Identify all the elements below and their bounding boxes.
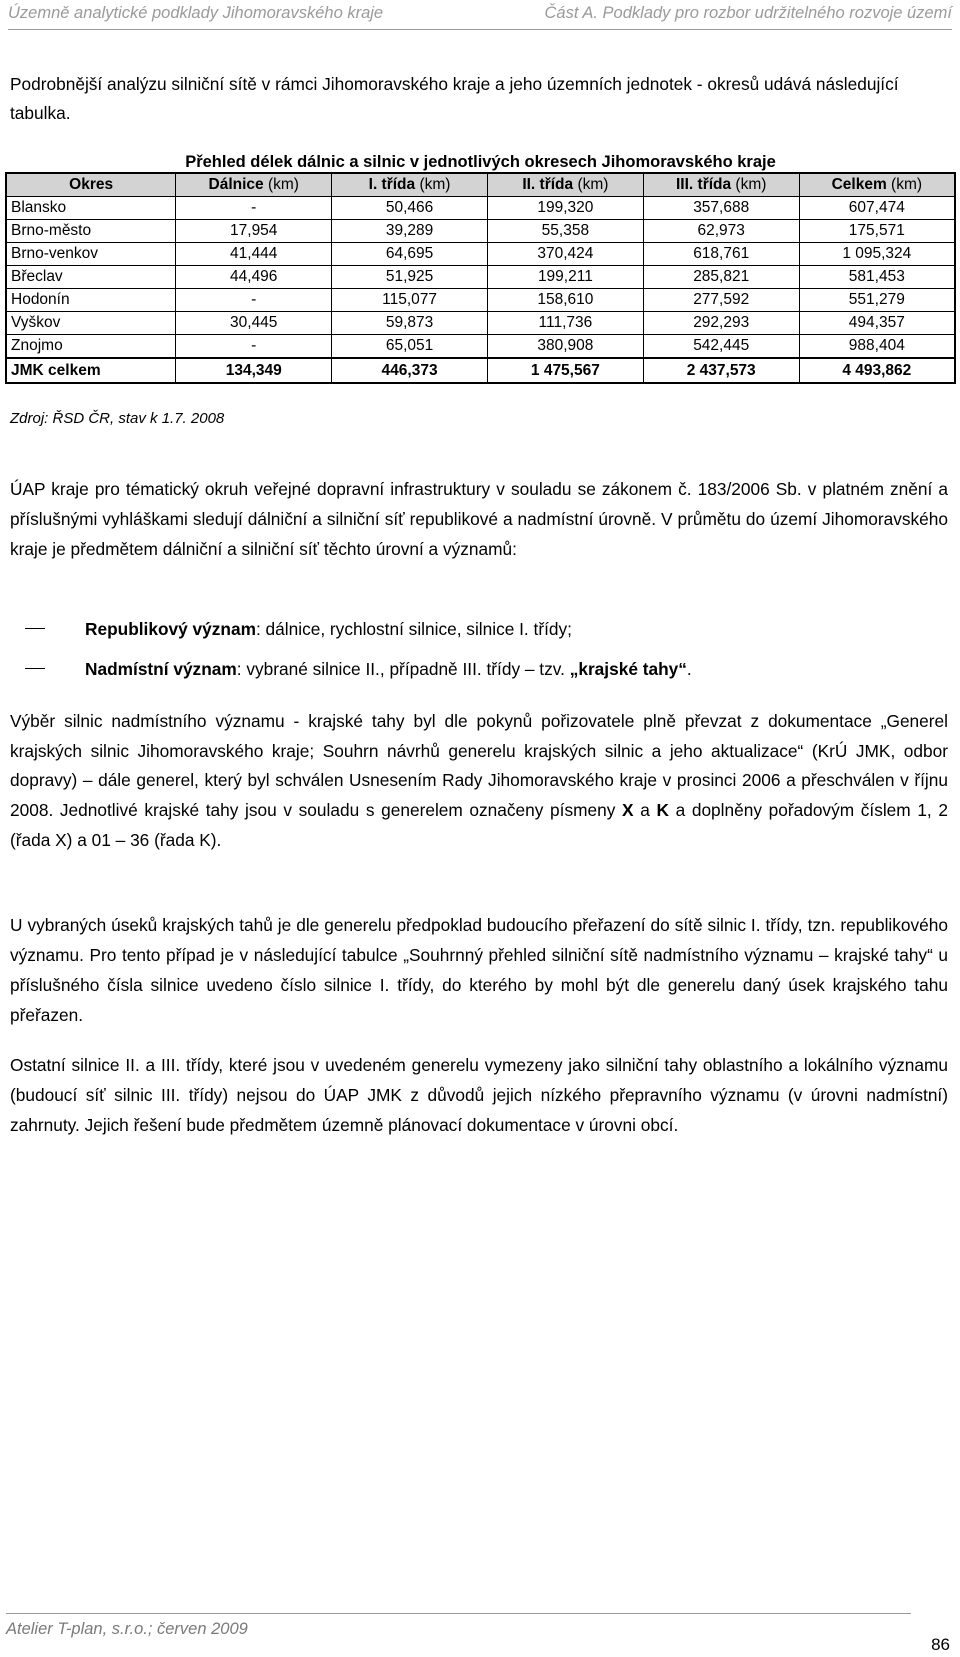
table-cell: 17,954 (176, 220, 332, 243)
paragraph-selection: Výběr silnic nadmístního významu - krajské tahy byl dle pokynů pořizovatele plně převzat z dokumentace „Generel krajských silnic Jihomoravského kraje; Souhrn návrhů generelu krajských silnic a jeho aktualizace“ (KrÚ JMK, odbor dopravy) – dále generel, který byl schválen Usnesením Rady Jihomoravského kraje v prosinci 2006 a přeschválen v říjnu 2008. Jednotlivé krajské tahy jsou v souladu s generelem označeny písmeny X a K a doplněny pořadovým číslem 1, 2 (řada X) a 01 – 36 (řada K). (10, 711, 948, 850)
table-cell: 988,404 (799, 335, 955, 359)
table-row (6, 197, 955, 220)
table-cell: 41,444 (176, 243, 332, 266)
table-cell: 59,873 (332, 312, 488, 335)
table-cell: 446,373 (332, 358, 488, 383)
table-cell: JMK celkem (6, 358, 176, 383)
table-cell: 581,453 (799, 266, 955, 289)
table-cell: 494,357 (799, 312, 955, 335)
col-header-celkem: Celkem (km) (799, 173, 955, 197)
list-item: Republikový význam: dálnice, rychlostní silnice, silnice I. třídy; (10, 615, 948, 643)
footer-rule (6, 1613, 911, 1614)
table-cell: Hodonín (6, 289, 176, 312)
table-cell: - (176, 335, 332, 359)
table-cell: 551,279 (799, 289, 955, 312)
intro-paragraph: Podrobnější analýzu silniční sítě v rámci Jihomoravského kraje a jeho územních jednotek - okresů udává následující tabulka. (10, 74, 899, 123)
table-cell: Brno-město (6, 220, 176, 243)
paragraph-other-roads: Ostatní silnice II. a III. třídy, které jsou v uvedeném generelu vymezeny jako silniční tahy oblastního a lokálního významu (budoucí síť silnic III. třídy) nejsou do ÚAP JMK z důvodů jejich nízkého přepravního významu (v úrovni nadmístní) zahrnuty. Jejich řešení bude předmětem územně plánovací dokumentace v úrovni obcí. (10, 1055, 948, 1135)
table-cell: Znojmo (6, 335, 176, 359)
table-cell: - (176, 289, 332, 312)
road-length-table (5, 172, 956, 384)
table-cell: 51,925 (332, 266, 488, 289)
table-cell: 62,973 (643, 220, 799, 243)
table-cell: 30,445 (176, 312, 332, 335)
table-cell: Blansko (6, 197, 176, 220)
table-row (6, 289, 955, 312)
table-cell: 134,349 (176, 358, 332, 383)
table-cell: 542,445 (643, 335, 799, 359)
table-row (6, 312, 955, 335)
table-row (6, 335, 955, 359)
table-cell: 158,610 (487, 289, 643, 312)
table-source-note: Zdroj: ŘSD ČR, stav k 1.7. 2008 (10, 410, 225, 427)
list-item: Nadmístní význam: vybrané silnice II., případně III. třídy – tzv. „krajské tahy“. (10, 655, 948, 683)
table-row (6, 266, 955, 289)
table-cell: 4 493,862 (799, 358, 955, 383)
table-cell: 380,908 (487, 335, 643, 359)
table-cell: 618,761 (643, 243, 799, 266)
table-cell: 111,736 (487, 312, 643, 335)
table-cell: 370,424 (487, 243, 643, 266)
table-cell: - (176, 197, 332, 220)
table-cell: 65,051 (332, 335, 488, 359)
table-title: Přehled délek dálnic a silnic v jednotlivých okresech Jihomoravského kraje (185, 153, 776, 171)
table-row (6, 220, 955, 243)
table-cell: 2 437,573 (643, 358, 799, 383)
col-header-dalnice: Dálnice (km) (176, 173, 332, 197)
dash-bullet-icon (25, 668, 45, 669)
table-header-row (6, 173, 955, 197)
table-cell: Brno-venkov (6, 243, 176, 266)
table-cell: 55,358 (487, 220, 643, 243)
table-cell: 277,592 (643, 289, 799, 312)
table-cell: 44,496 (176, 266, 332, 289)
table-cell: Břeclav (6, 266, 176, 289)
footer-author: Atelier T-plan, s.r.o.; červen 2009 (6, 1620, 248, 1638)
table-cell: Vyškov (6, 312, 176, 335)
page-number: 86 (931, 1635, 950, 1654)
header-left: Územně analytické podklady Jihomoravského kraje (8, 4, 384, 22)
paragraph-uap: ÚAP kraje pro tématický okruh veřejné dopravní infrastruktury v souladu se zákonem č. 183/2006 Sb. v platném znění a příslušnými vyhláškami sledují dálniční a silniční síť republikové a nadmístní úrovně. V průmětu do území Jihomoravského kraje je předmětem dálniční a silniční síť těchto úrovní a významů: (10, 479, 948, 559)
table-cell: 199,211 (487, 266, 643, 289)
header-right: Část A. Podklady pro rozbor udržitelného rozvoje území (544, 4, 952, 22)
table-cell: 199,320 (487, 197, 643, 220)
significance-list (10, 615, 948, 683)
col-header-trida-3: III. třída (km) (643, 173, 799, 197)
table-cell: 292,293 (643, 312, 799, 335)
table-cell: 1 475,567 (487, 358, 643, 383)
col-header-trida-2: II. třída (km) (487, 173, 643, 197)
header-rule (8, 29, 952, 30)
table-cell: 357,688 (643, 197, 799, 220)
table-row (6, 243, 955, 266)
table-cell: 285,821 (643, 266, 799, 289)
table-cell: 39,289 (332, 220, 488, 243)
col-header-trida-1: I. třída (km) (332, 173, 488, 197)
table-cell: 64,695 (332, 243, 488, 266)
table-total-row (6, 358, 955, 383)
table-cell: 115,077 (332, 289, 488, 312)
table-cell: 175,571 (799, 220, 955, 243)
table-cell: 1 095,324 (799, 243, 955, 266)
col-header-okres: Okres (6, 173, 176, 197)
paragraph-upgrade: U vybraných úseků krajských tahů je dle generelu předpoklad budoucího přeřazení do sítě silnic I. třídy, tzn. republikového významu. Pro tento případ je v následující tabulce „Souhrnný přehled silniční sítě nadmístního významu – krajské tahy“ u příslušného čísla silnice uvedeno číslo silnice I. třídy, do kterého by mohl být dle generelu daný úsek krajského tahu přeřazen. (10, 915, 948, 1025)
dash-bullet-icon (25, 628, 45, 629)
table-cell: 50,466 (332, 197, 488, 220)
page-header (8, 2, 952, 30)
table-cell: 607,474 (799, 197, 955, 220)
